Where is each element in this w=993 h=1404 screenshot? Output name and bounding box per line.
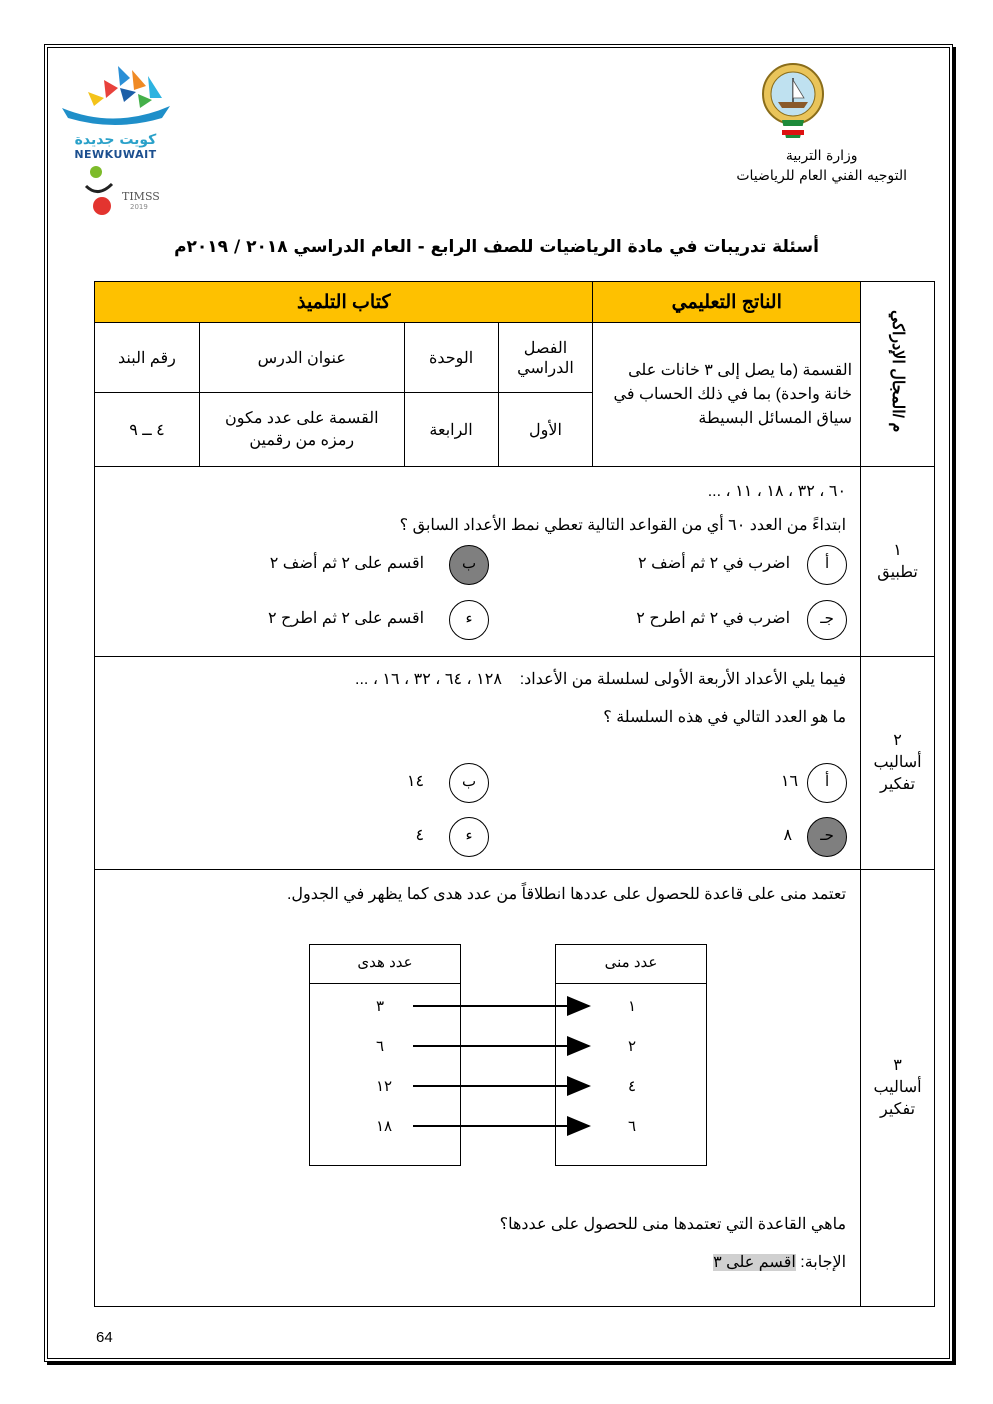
q2-domain-cell [861, 657, 935, 870]
q1-option-b: اقسم على ٢ ثم أضف ٢ [269, 555, 425, 572]
q3-number: ٣ [893, 1057, 902, 1074]
q2-domain-line1: أساليب [873, 754, 922, 771]
q3-question: ماهي القاعدة التي تعتمدها منى للحصول على عددها؟ [499, 1216, 847, 1233]
outcome-text: القسمة (ما يصل إلى ٣ خانات على خانة واحدة) بما في ذلك الحساب في سياق المسائل البسيطة [593, 323, 861, 467]
new-kuwait-logo [58, 58, 173, 161]
q1-option-c-circle[interactable]: جـ [807, 600, 847, 640]
q1-option-a-circle[interactable]: أ [807, 545, 847, 585]
q2-prompt-line [355, 669, 846, 689]
q2-option-b-circle[interactable]: ب [449, 763, 489, 803]
q2-option-c-circle[interactable]: حـ [807, 817, 847, 857]
page-number: 64 [96, 1329, 113, 1346]
huda-header: عدد هدى [310, 945, 460, 984]
q1-cell [95, 467, 861, 657]
timss-logo [84, 162, 174, 218]
q2-prompt: فيما يلي الأعداد الأربعة الأولى لسلسلة من الأعداد: [519, 671, 847, 688]
q3-domain-line2: تفكير [880, 1101, 916, 1118]
q1-prompt: ابتداءً من العدد ٦٠ أي من القواعد التالية تعطي نمط الأعداد السابق ؟ [399, 517, 847, 534]
q1-domain-cell [861, 467, 935, 657]
mona-header: عدد منى [556, 945, 706, 984]
q2-question: ما هو العدد التالي في هذه السلسلة ؟ [603, 709, 847, 726]
q1-option-c: اضرب في ٢ ثم اطرح ٢ [636, 610, 791, 627]
logo-english-text: NEWKUWAIT [74, 148, 157, 161]
unit-label: الوحدة [404, 323, 498, 393]
huda-value: ١٨ [376, 1118, 393, 1135]
mapping-arrows [309, 944, 709, 1166]
outcome-header: الناتج التعليمي [593, 282, 861, 323]
book-header: كتاب التلميذ [95, 282, 593, 323]
q3-answer-label: الإجابة: [800, 1254, 847, 1271]
logo-arabic-text: كويت جديدة [74, 132, 157, 148]
kuwait-emblem [758, 58, 828, 142]
q3-answer-line [713, 1252, 846, 1272]
questions-table [94, 281, 935, 1307]
domain-header-text: م /المجال الإدراكي [889, 310, 907, 433]
domain-column-header [861, 282, 935, 467]
q2-cell [95, 657, 861, 870]
huda-value: ٣ [376, 998, 385, 1015]
q1-option-d-circle[interactable]: ء [449, 600, 489, 640]
lesson-label: عنوان الدرس [199, 323, 404, 393]
q1-option-d: اقسم على ٢ ثم اطرح ٢ [268, 610, 425, 627]
timss-year: 2019 [130, 203, 148, 211]
q1-domain: تطبيق [877, 563, 918, 581]
q2-option-a: ١٦ [780, 773, 799, 790]
q1-sequence: ٦٠ ، ٣٢ ، ١٨ ، ١١ ، ... [707, 483, 847, 500]
timss-label: TIMSS [122, 190, 160, 203]
q3-prompt: تعتمد منى على قاعدة للحصول على عددها انطلاقاً من عدد هدى كما يظهر في الجدول. [286, 886, 847, 903]
q2-option-a-circle[interactable]: أ [807, 763, 847, 803]
q2-sequence: ١٢٨ ، ٦٤ ، ٣٢ ، ١٦ ، ... [355, 671, 502, 688]
ministry-name: وزارة التربية [785, 148, 858, 164]
ministry-header [736, 146, 907, 186]
q2-option-b: ١٤ [406, 773, 425, 790]
department-name: التوجيه الفني العام للرياضيات [736, 168, 907, 184]
item-label: رقم البند [95, 323, 200, 393]
lesson-value: القسمة على عدد مكون رمزه من رقمين [199, 393, 404, 467]
unit-value: الرابعة [404, 393, 498, 467]
huda-value: ٦ [376, 1038, 385, 1055]
semester-value: الأول [498, 393, 593, 467]
mona-value: ٦ [628, 1118, 637, 1135]
q2-option-c: ٨ [783, 827, 793, 844]
q2-number: ٢ [893, 732, 902, 749]
q2-domain-line2: تفكير [880, 776, 916, 793]
q3-domain-line1: أساليب [873, 1079, 922, 1096]
q2-option-d-circle[interactable]: ء [449, 817, 489, 857]
mona-value: ٤ [628, 1078, 637, 1095]
semester-label: الفصل الدراسي [498, 323, 593, 393]
q3-answer-value: اقسم على ٣ [713, 1254, 796, 1271]
q1-option-a: اضرب في ٢ ثم أضف ٢ [638, 555, 791, 572]
q1-number: ١ [893, 541, 902, 559]
mapping-diagram [309, 944, 709, 1166]
item-value: ٤ ــ ٩ [95, 393, 200, 467]
page-title: أسئلة تدريبات في مادة الرياضيات للصف الرابع - العام الدراسي ٢٠١٨ / ٢٠١٩م [174, 237, 819, 257]
huda-value: ١٢ [376, 1078, 393, 1095]
q1-option-b-circle[interactable]: ب [449, 545, 489, 585]
mona-value: ٢ [628, 1038, 637, 1055]
q3-cell [95, 870, 861, 1307]
q2-option-d: ٤ [415, 827, 425, 844]
q3-domain-cell [861, 870, 935, 1307]
mona-value: ١ [628, 998, 637, 1015]
